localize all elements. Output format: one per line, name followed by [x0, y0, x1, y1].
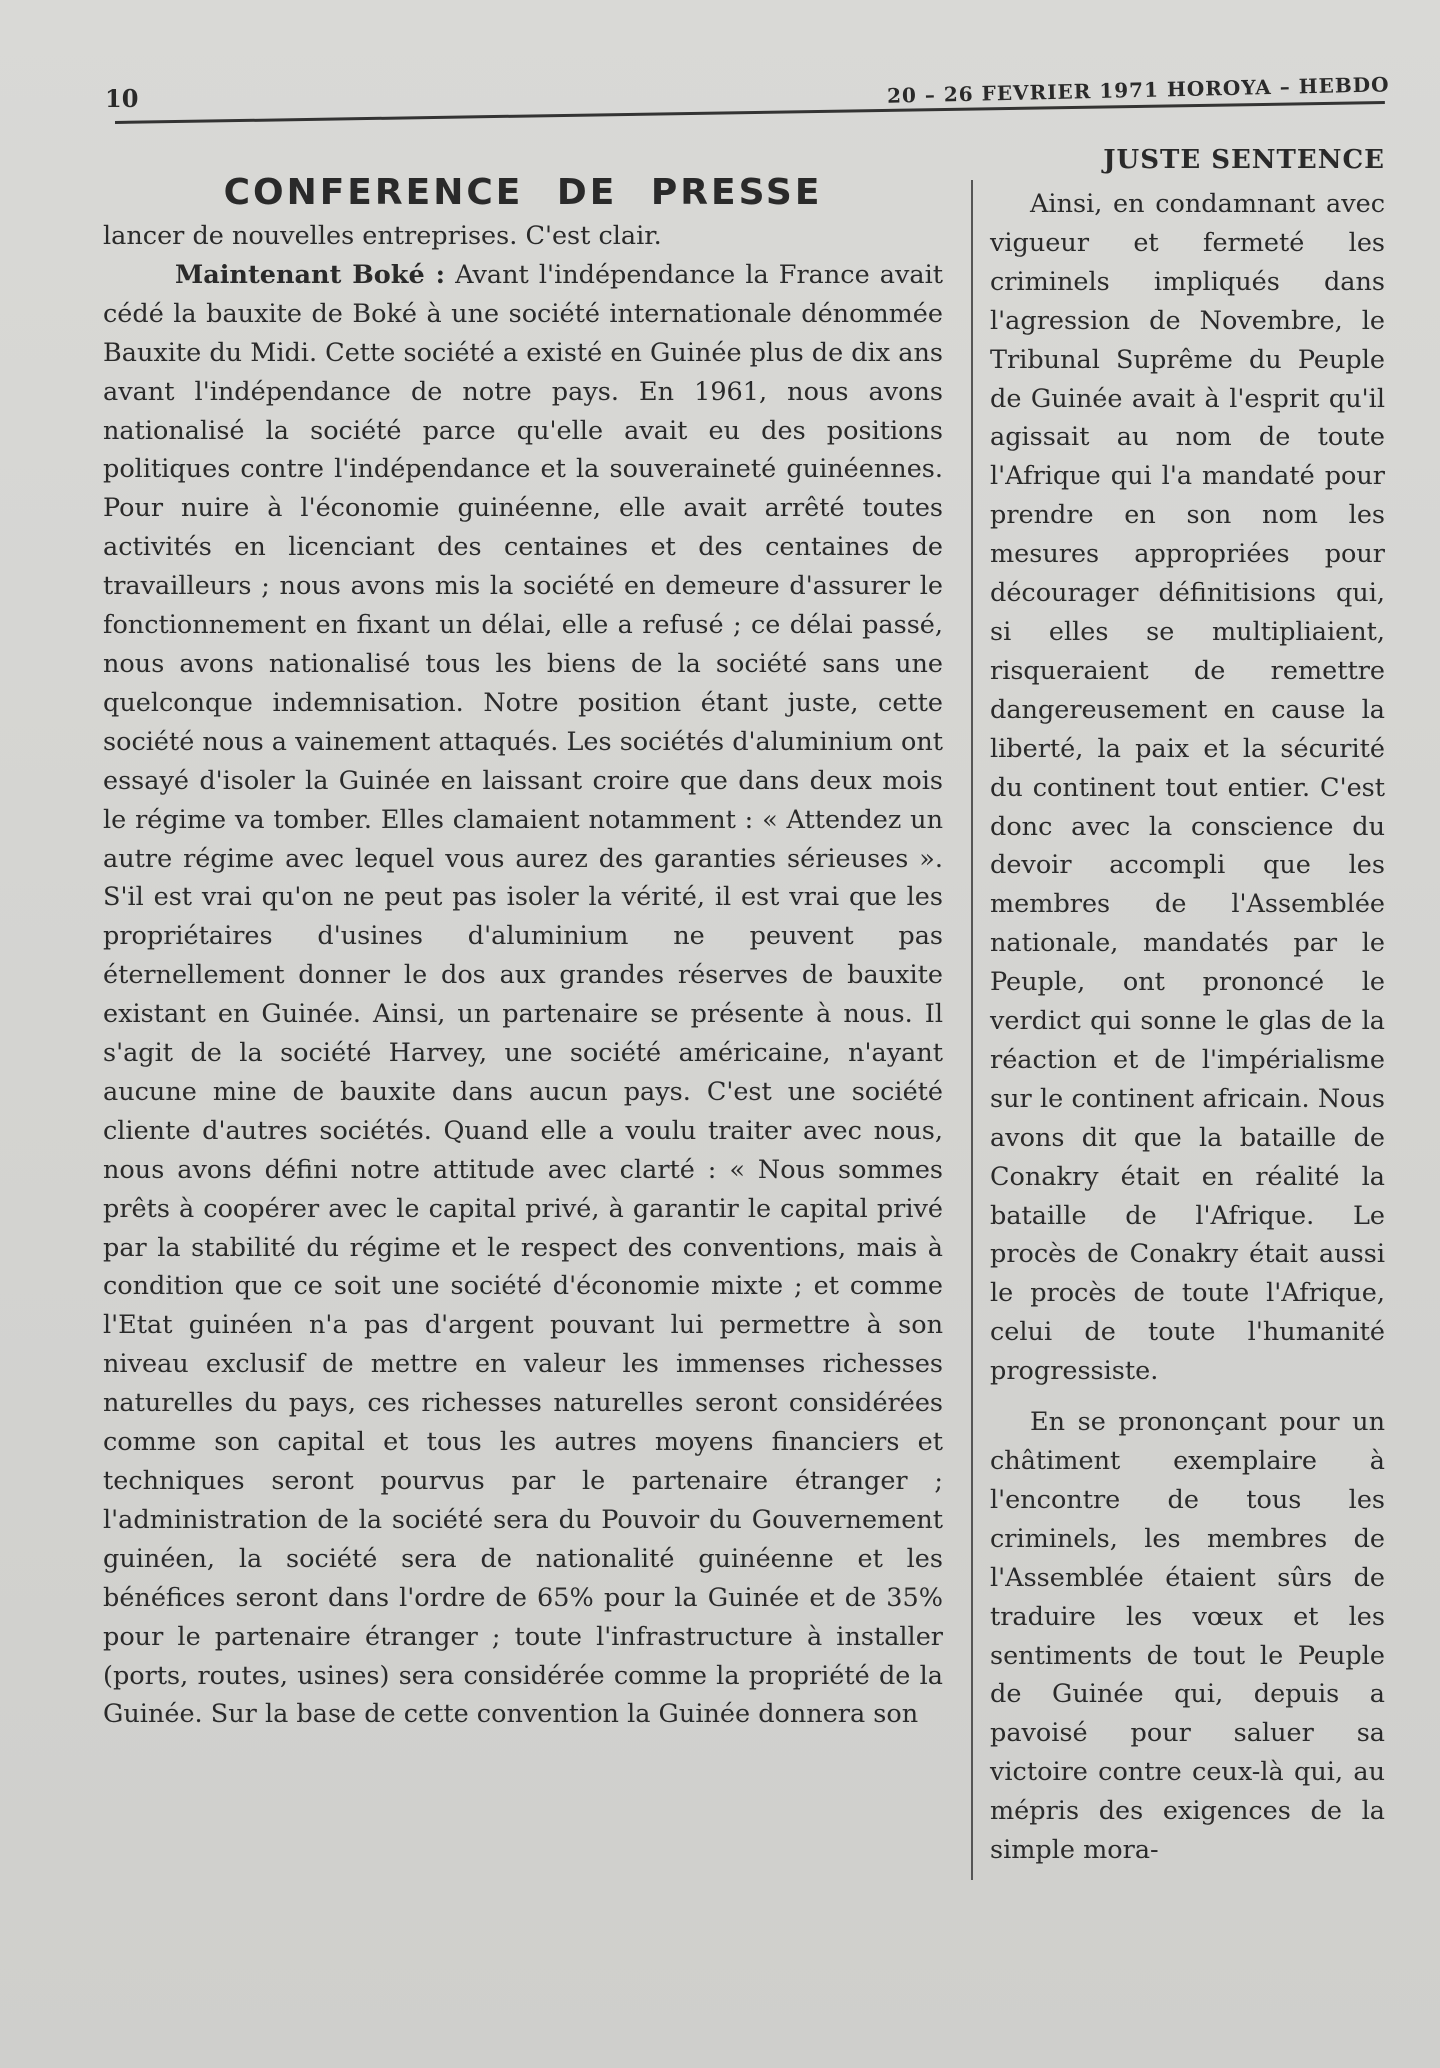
page-number: 10 [105, 84, 139, 113]
masthead: 20 – 26 FEVRIER 1971 HOROYA – HEBDO [887, 72, 1391, 108]
left-article-title: CONFERENCE DE PRESSE [223, 172, 823, 213]
right-article-paragraph: En se prononçant pour un châtiment exemplaire à l'encontre de tous les criminels, les membres de l'Assemblée étaient sûrs de traduire les vœux et les sentiments de tout le Peuple de Guinée qui, depuis a pavoisé pour saluer sa victoire contre ceux-là qui, au mépris des exigences de la simple mora- [990, 1407, 1385, 1866]
left-article-lead: Maintenant Boké : [175, 259, 445, 290]
right-article-title: JUSTE SENTENCE [1103, 145, 1385, 175]
left-article-text: Avant l'indépendance la France avait cédé la bauxite de Boké à une société internationale dénommée Bauxite du Midi. Cette société a existé en Guinée plus de dix ans avant l'indépendance de notre pays. En 1961, nous avons nationalisé la société parce qu'elle avait eu des positions politiques contre l'indépendance et la souveraineté guinéennes. Pour nuire à l'économie guinéenne, elle avait arrêté toutes activités en licenciant des centaines et des centaines de travailleurs ; nous avons mis la société en demeure d'assurer le fonctionnement en fixant un délai, elle a refusé ; ce délai passé, nous avons nationalisé tous les biens de la société sans une quelconque indemnisation. Notre position étant juste, cette société nous a vainement attaqués. Les sociétés d'aluminium ont essayé d'isoler la Guinée en laissant croire que dans deux mois le régime va tomber. Elles clamaient notamment : « Attendez un autre régime avec lequel vous aurez des garanties sérieuses ». S'il est vrai qu'on ne peut pas isoler la vérité, il est vrai que les propriétaires d'usines d'aluminium ne peuvent pas éternellement donner le dos aux grandes réserves de bauxite existant en Guinée. Ainsi, un partenaire se présente à nous. Il s'agit de la société Harvey, une société américaine, n'ayant aucune mine de bauxite dans aucun pays. C'est une société cliente d'autres sociétés. Quand elle a voulu traiter avec nous, nous avons défini notre attitude avec clarté : « Nous sommes prêts à coopérer avec le capital privé, à garantir le capital privé par la stabilité du régime et le respect des conventions, mais à condition que ce soit une société d'économie mixte ; et comme l'Etat guinéen n'a pas d'argent pouvant lui permettre à son niveau exclusif de mettre en valeur les immenses richesses naturelles du pays, ces richesses naturelles seront considérées comme son capital et tous les autres moyens financiers et techniques seront pourvus par le partenaire étranger ; l'administration de la société sera du Pouvoir du Gouvernement guinéen, la société sera de nationalité guinéenne et les bénéfices seront dans l'ordre de 65% pour la Guinée et de 35% pour le partenaire étranger ; toute l'infrastructure à installer (ports, routes, usines) sera considérée comme la propriété de la Guinée. Sur la base de cette convention la Guinée donnera son [103, 259, 944, 1730]
right-article [990, 145, 1385, 1870]
left-article [103, 172, 943, 1734]
left-article-opening: lancer de nouvelles entreprises. C'est clair. [103, 221, 662, 251]
right-article-paragraph: Ainsi, en condamnant avec vigueur et fermeté les criminels impliqués dans l'agression de Novembre, le Tribunal Suprême du Peuple de Guinée avait à l'esprit qu'il agissait au nom de toute l'Afrique qui l'a mandaté pour prendre en son nom les mesures appropriées pour décourager définitisions qui, si elles se multipliaient, risqueraient de remettre dangereusement en cause la liberté, la paix et la sécurité du continent tout entier. C'est donc avec la conscience du devoir accompli que les membres de l'Assemblée nationale, mandatés par le Peuple, ont prononcé le verdict qui sonne le glas de la réaction et de l'impérialisme sur le continent africain. Nous avons dit que la bataille de Conakry était en réalité la bataille de l'Afrique. Le procès de Conakry était aussi le procès de toute l'Afrique, celui de toute l'humanité progressiste. [990, 189, 1385, 1387]
column-divider [971, 180, 973, 1880]
left-article-body [103, 256, 943, 1734]
